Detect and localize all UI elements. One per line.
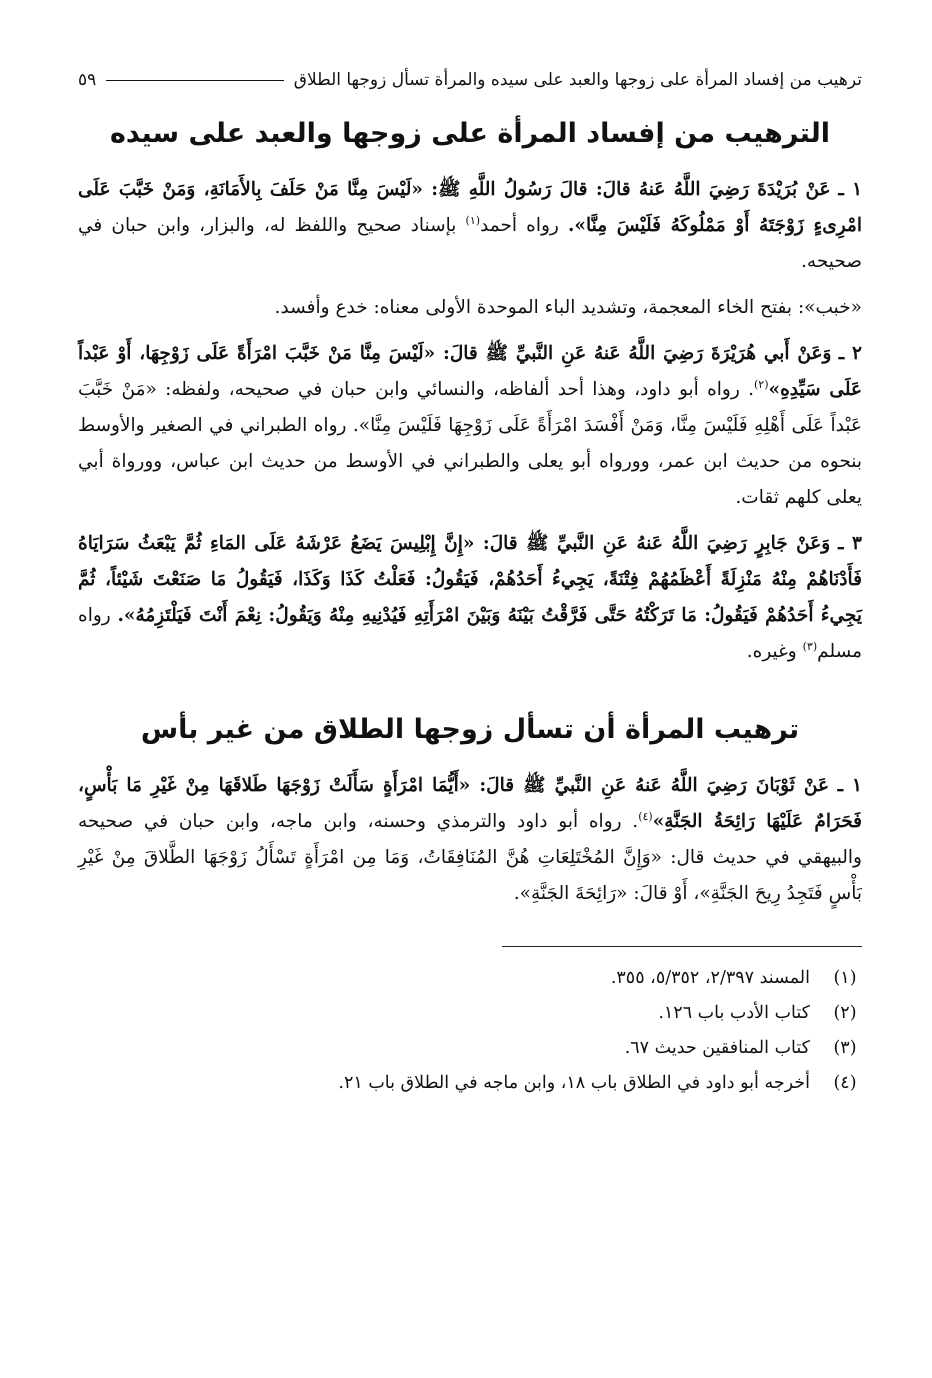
footnote-number: (٢) — [833, 1003, 857, 1023]
footnote-item — [78, 961, 862, 996]
footnote-ref: (٢) — [753, 377, 769, 391]
hadith-text: وَعَنْ جَابِرٍ رَضِيَ اللَّهُ عَنهُ عَنِ النَّبيِّ ﷺ قالَ: «إِنَّ إِبْلِيسَ يَضَعُ عَرْشَهُ عَلَى المَاءِ ثُمَّ يَبْعَثُ سَرَايَاهُ فَأَدْنَاهُمْ مِنْهُ مَنْزِلَةً أَعْظَمُهُمْ فِتْنَةً، يَجِيءُ أَحَدُهُمْ، فَيَقُولُ: فَعَلْتُ كَذَا وَكَذَا، فَيَقُولُ مَا صَنَعْتَ شَيْئاً، ثُمَّ يَجِيءُ أَحَدُهُمْ فَيَقُولُ: مَا تَرَكْتُهُ حَتَّى فَرَّقْتُ بَيْنَهُ وَبَيْنَ امْرَأَتِهِ فَيُدْنِيهِ مِنْهُ وَيَقُولُ: نِعْمَ أَنْتَ فَيَلْتَزِمُهُ». — [78, 533, 862, 626]
gloss-text: «خبب»: بفتح الخاء المعجمة، وتشديد الباء الموحدة الأولى معناه: خدع وأفسد. — [274, 297, 862, 318]
footnote-text: أخرجه أبو داود في الطلاق باب ١٨، وابن ماجه في الطلاق باب ٢١. — [338, 1073, 810, 1093]
footnotes — [78, 961, 862, 1101]
footnote-ref: (١) — [465, 213, 481, 227]
hadith-paragraph — [78, 526, 862, 670]
hadith-paragraph — [78, 336, 862, 516]
page-number: ٥٩ — [78, 70, 97, 90]
narration-text: بإسناد صحيح واللفظ له، والبزار، وابن حبان في صحيحه. — [78, 215, 862, 272]
hadith-number: ٣ ـ — [838, 533, 862, 554]
running-header — [78, 68, 862, 98]
narration-text: . رواه أبو داود، وهذا أحد ألفاظه، والنسائي وابن حبان في صحيحه، ولفظه: «مَنْ خَبَّبَ عَبْداً عَلَى أَهْلِهِ فَلَيْسَ مِنَّا، وَمَنْ أَفْسَدَ امْرَأَةً عَلَى زَوْجِهَا فَلَيْسَ مِنَّا». رواه الطبراني في الصغير والأوسط بنحوه من حديث ابن عمر، وورواه أبو يعلى والطبراني في الأوسط من حديث ابن عباس، وورواة أبي يعلى كلهم ثقات. — [78, 379, 862, 508]
section-title-1: الترهيب من إفساد المرأة على زوجها والعبد على سيده — [109, 118, 831, 149]
footnote-number: (٣) — [833, 1038, 857, 1058]
footnote-ref: (٣) — [802, 639, 818, 653]
narration-text: . رواه أبو داود والترمذي وحسنه، وابن ماجه، وابن حبان في صحيحه والبيهقي في حديث قال: «وَإِنَّ المُخْتَلِعَاتِ هُنَّ المُنَافِقَاتُ، وَمَا مِن امْرَأَةٍ تَسْأَلُ زَوْجَهَا الطَّلاقَ مِنْ غَيْرِ بَأْسٍ فَتَجِدُ رِيحَ الجَنَّةِ»، أَوْ قالَ: «رَائِحَةَ الجَنَّةِ». — [78, 811, 862, 904]
running-title: ترهيب من إفساد المرأة على زوجها والعبد على سيده والمرأة تسأل زوجها الطلاق — [293, 70, 862, 90]
footnote-item — [78, 1066, 862, 1101]
hadith-number: ٢ ـ — [838, 343, 862, 364]
footnote-text: كتاب الأدب باب ١٢٦. — [658, 1003, 810, 1023]
footnote-text: المسند ٢/٣٩٧، ٥/٣٥٢، ٣٥٥. — [610, 968, 810, 988]
gloss-paragraph — [78, 290, 862, 326]
narration-text: رواه أحمد — [480, 215, 559, 236]
narration-text: وغيره. — [746, 641, 797, 662]
footnote-item — [78, 1031, 862, 1066]
hadith-number: ١ ـ — [837, 775, 862, 796]
footnote-number: (٤) — [833, 1073, 857, 1093]
header-rule — [106, 80, 284, 81]
footnote-item — [78, 996, 862, 1031]
section-title-2: ترهيب المرأة أن تسأل زوجها الطلاق من غير بأس — [140, 714, 800, 745]
footnote-ref: (٤) — [638, 809, 653, 823]
hadith-text: عَنْ بُرَيْدَةَ رَضِيَ اللَّهُ عَنهُ قالَ: قالَ رَسُولُ اللَّهِ ﷺ: «لَيْسَ مِنَّا مَنْ حَلَفَ بِالأَمَانَةِ، وَمَنْ خَبَّبَ عَلَى امْرِىءٍ زَوْجَتَهُ أَوْ مَمْلُوكَهُ فَلَيْسَ مِنَّا». — [78, 179, 862, 236]
footnote-rule — [502, 946, 862, 947]
hadith-text: وَعَنْ أَبي هُرَيْرَةَ رَضِيَ اللَّهُ عَنهُ عَنِ النَّبيِّ ﷺ قالَ: «لَيْسَ مِنَّا مَنْ خَبَّبَ امْرَأَةً عَلَى زَوْجِهَا، أَوْ عَبْداً عَلَى سَيِّدِهِ» — [78, 343, 862, 400]
footnote-number: (١) — [833, 968, 857, 988]
narration-text: رواه مسلم — [78, 605, 862, 662]
footnote-text: كتاب المنافقين حديث ٦٧. — [624, 1038, 810, 1058]
hadith-text: عَنْ ثَوْبَانَ رَضِيَ اللَّهُ عَنهُ عَنِ النَّبيِّ ﷺ قالَ: «أَيُّمَا امْرَأَةٍ سَأَلَتْ زَوْجَهَا طَلاقَهَا مِنْ غَيْرِ مَا بَأْسٍ، فَحَرَامٌ عَلَيْهَا رَائِحَةُ الجَنَّةِ» — [78, 775, 862, 832]
hadith-number: ١ ـ — [838, 179, 862, 200]
hadith-paragraph — [78, 768, 862, 912]
hadith-paragraph — [78, 172, 862, 280]
